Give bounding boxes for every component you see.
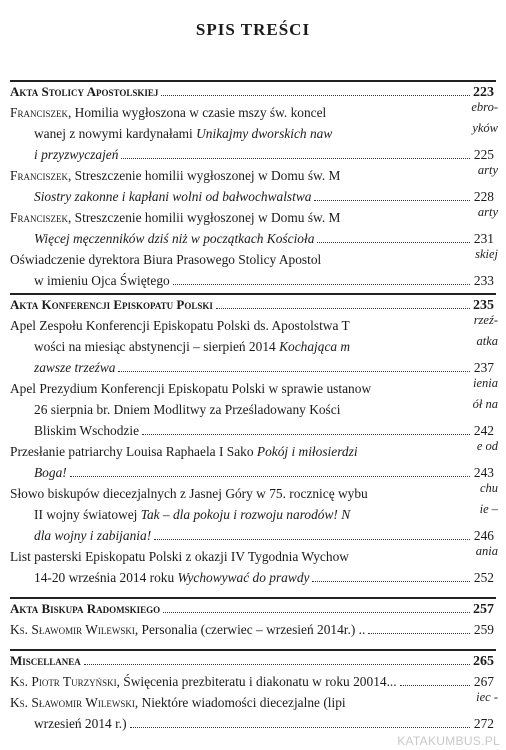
toc-entry-line[interactable] — [34, 569, 494, 586]
entry-title: wości na miesiąc abstynencji – sierpień 2014 — [34, 339, 280, 354]
entry-page: 225 — [473, 147, 494, 162]
toc-entry-line[interactable] — [10, 673, 494, 690]
entry-title: List pasterski Episkopatu Polski z okazji IV Tygodnia Wychow — [10, 549, 349, 564]
entry-title-italic: Pokój i miłosierdzi — [256, 444, 358, 459]
margin-fragment: yków — [472, 121, 498, 135]
entry-text — [10, 210, 340, 225]
leader-dots — [314, 190, 469, 201]
toc-entry-line[interactable] — [34, 125, 494, 142]
margin-fragment: ania — [475, 544, 498, 558]
section-heading-title: Akta Stolicy Apostolskiej — [10, 84, 159, 99]
entry-page: 267 — [473, 674, 494, 689]
entry-title: , Streszczenie homilii wygłoszonej w Domu św. M — [67, 168, 341, 183]
leader-dots — [130, 717, 470, 728]
toc-entry-line[interactable] — [34, 272, 494, 289]
toc-entry-line[interactable] — [34, 422, 494, 439]
toc-entry-line[interactable] — [10, 694, 494, 711]
toc-entry-line[interactable] — [34, 527, 494, 544]
toc-entry-line[interactable] — [34, 188, 494, 205]
section-heading[interactable] — [10, 653, 494, 671]
entry-page: 243 — [473, 465, 494, 480]
section-heading-title: Miscellanea — [10, 653, 81, 668]
leader-dots — [142, 424, 470, 435]
entry-text — [34, 715, 127, 732]
entry-text — [34, 464, 67, 481]
toc-entry-line[interactable] — [34, 401, 494, 418]
margin-fragment: iec - — [476, 690, 498, 704]
entry-title: Bliskim Wschodzie — [34, 423, 140, 438]
margin-fragment: chu — [479, 481, 498, 495]
margin-fragment: ie – — [479, 502, 498, 516]
entry-title-italic: Tak – dla pokoju i rozwoju narodów! N — [140, 507, 351, 522]
entry-author: Ks. Sławomir Wilewski — [10, 695, 135, 710]
section-heading[interactable] — [10, 601, 494, 619]
entry-title-italic: Kochająca m — [279, 339, 351, 354]
entry-text — [34, 230, 314, 247]
leader-dots — [161, 85, 470, 96]
section-heading-page: 235 — [473, 298, 494, 313]
toc-entry-line[interactable] — [34, 464, 494, 481]
entry-title-italic: zawsze trzeźwa — [34, 360, 116, 375]
entry-title: Apel Prezydium Konferencji Episkopatu Polski w sprawie ustanow — [10, 381, 372, 396]
toc-entry-line[interactable] — [34, 506, 494, 523]
entry-author: Ks. Piotr Turzyński — [10, 674, 117, 689]
leader-dots — [312, 571, 469, 582]
entry-text — [10, 549, 349, 564]
section-heading-title: Akta Biskupa Radomskiego — [10, 601, 161, 616]
toc-entry-line[interactable] — [10, 485, 494, 502]
entry-text — [34, 272, 170, 289]
entry-title: , Homilia wygłoszona w czasie mszy św. koncel — [67, 105, 327, 120]
watermark: KATAKUMBUS.PL — [397, 734, 500, 748]
entry-author: Franciszek — [10, 210, 68, 225]
toc-entry-line[interactable] — [10, 209, 494, 226]
entry-title: Przesłanie patriarchy Louisa Raphaela I Sako — [10, 444, 257, 459]
entry-page: 242 — [473, 423, 494, 438]
entry-title-italic: Unikajmy dworskich naw — [196, 126, 333, 141]
section-heading[interactable] — [10, 84, 494, 102]
section-heading-title: Akta Konferencji Episkopatu Polski — [10, 297, 213, 312]
entry-page: 231 — [473, 231, 494, 246]
entry-author: Franciszek — [10, 168, 68, 183]
entry-author: Franciszek — [10, 105, 68, 120]
leader-dots — [368, 623, 470, 634]
toc-entry-line[interactable] — [34, 359, 494, 376]
entry-title-italic: Wychowywać do prawdy — [177, 570, 310, 585]
entry-text — [10, 695, 346, 710]
entry-page: 237 — [473, 360, 494, 375]
entry-page: 233 — [473, 273, 494, 288]
entry-title: w imieniu Ojca Świętego — [34, 273, 170, 288]
leader-dots — [216, 298, 470, 309]
entry-text — [34, 339, 350, 354]
leader-dots — [121, 148, 469, 159]
margin-fragment: e od — [476, 439, 498, 453]
entry-text — [10, 673, 397, 690]
margin-fragment: ebro- — [471, 100, 498, 114]
section-rule — [10, 597, 496, 599]
entry-tail: 014... — [366, 674, 397, 689]
margin-fragment: skiej — [475, 247, 498, 261]
entry-title-italic: Więcej męczenników dziś niż w początkach Kościoła — [34, 231, 315, 246]
toc-entry-line[interactable] — [34, 230, 494, 247]
entry-title-italic: Siostry zakonne i kapłani wolni od bałwochwalstwa — [34, 189, 312, 204]
page-title: SPIS TREŚCI — [195, 20, 311, 39]
leader-dots — [173, 274, 470, 285]
entry-page: 252 — [473, 570, 494, 585]
toc-entry-line[interactable] — [10, 104, 494, 121]
toc-entry-line[interactable] — [34, 715, 494, 732]
entry-text — [10, 381, 371, 396]
entry-page: 228 — [473, 189, 494, 204]
entry-text — [10, 252, 321, 267]
entry-title: , Streszczenie homilii wygłoszonej w Domu św. M — [67, 210, 341, 225]
entry-text — [10, 486, 368, 501]
entry-title: Apel Zespołu Konferencji Episkopatu Polski ds. Apostolstwa T — [10, 318, 350, 333]
leader-dots — [154, 529, 470, 540]
entry-title-italic: dla wojny i zabijania! — [34, 528, 152, 543]
entry-text — [10, 168, 340, 183]
leader-dots — [317, 232, 469, 243]
section-rule — [10, 649, 496, 651]
margin-fragment: atka — [476, 334, 498, 348]
leader-dots — [84, 654, 470, 665]
toc-entry-line[interactable] — [10, 443, 494, 460]
entry-text — [10, 105, 326, 120]
toc-entry-line[interactable] — [10, 317, 494, 334]
toc-entry-line[interactable] — [10, 548, 494, 565]
entry-title: 26 sierpnia br. Dniem Modlitwy za Prześladowany Kości — [34, 402, 341, 417]
entry-text — [10, 444, 358, 459]
entry-title: wanej z nowymi kardynałami — [34, 126, 197, 141]
entry-title: , Personalia (czerwiec – wrzesień 2014 — [134, 622, 344, 637]
entry-text — [34, 146, 118, 163]
entry-text — [34, 188, 311, 205]
entry-text — [34, 527, 151, 544]
entry-title-italic: Boga! — [34, 465, 67, 480]
entry-title: wrzesień 2014 r.) — [34, 716, 127, 731]
toc-entry-line[interactable] — [34, 146, 494, 163]
toc-entry-line[interactable] — [10, 167, 494, 184]
leader-dots — [400, 675, 470, 686]
margin-fragment: ół na — [472, 397, 498, 411]
section-rule — [10, 293, 496, 295]
section-heading-page: 265 — [473, 654, 494, 669]
section-heading-page: 257 — [473, 602, 494, 617]
leader-dots — [118, 361, 469, 372]
entry-text — [34, 569, 309, 586]
entry-title-italic: i przyzwyczajeń — [34, 147, 119, 162]
toc-entry-line[interactable] — [10, 621, 494, 638]
entry-title: , Niektóre wiadomości diecezjalne (lipi — [134, 695, 346, 710]
toc-entry-line[interactable] — [34, 338, 494, 355]
leader-dots — [163, 602, 470, 613]
entry-title: II wojny światowej — [34, 507, 141, 522]
section-rule — [10, 80, 496, 82]
margin-fragment: rzeź- — [473, 313, 498, 327]
entry-text — [34, 422, 139, 439]
margin-fragment: ienia — [473, 376, 498, 390]
entry-title: Słowo biskupów diecezjalnych z Jasnej Góry w 75. rocznicę wybu — [10, 486, 368, 501]
entry-text — [34, 126, 332, 141]
section-heading-page: 223 — [473, 85, 494, 100]
entry-title: 14-20 września 2014 roku — [34, 570, 178, 585]
entry-text — [34, 507, 350, 522]
entry-text — [10, 318, 350, 333]
entry-page: 246 — [473, 528, 494, 543]
margin-fragment: arty — [477, 205, 498, 219]
entry-author: Ks. Sławomir Wilewski — [10, 622, 135, 637]
entry-text — [10, 621, 365, 638]
toc-entry-line[interactable] — [10, 251, 494, 268]
entry-title: Oświadczenie dyrektora Biura Prasowego Stolicy Apostol — [10, 252, 322, 267]
entry-page: 259 — [473, 622, 494, 637]
toc-entry-line[interactable] — [10, 380, 494, 397]
section-heading[interactable] — [10, 297, 494, 315]
margin-fragment: arty — [477, 163, 498, 177]
entry-tail: r.) .. — [343, 622, 366, 637]
entry-text — [34, 359, 115, 376]
leader-dots — [70, 466, 470, 477]
entry-page: 272 — [473, 716, 494, 731]
entry-title: , Święcenia prezbiteratu i diakonatu w roku 20 — [116, 674, 367, 689]
entry-text — [34, 402, 340, 417]
